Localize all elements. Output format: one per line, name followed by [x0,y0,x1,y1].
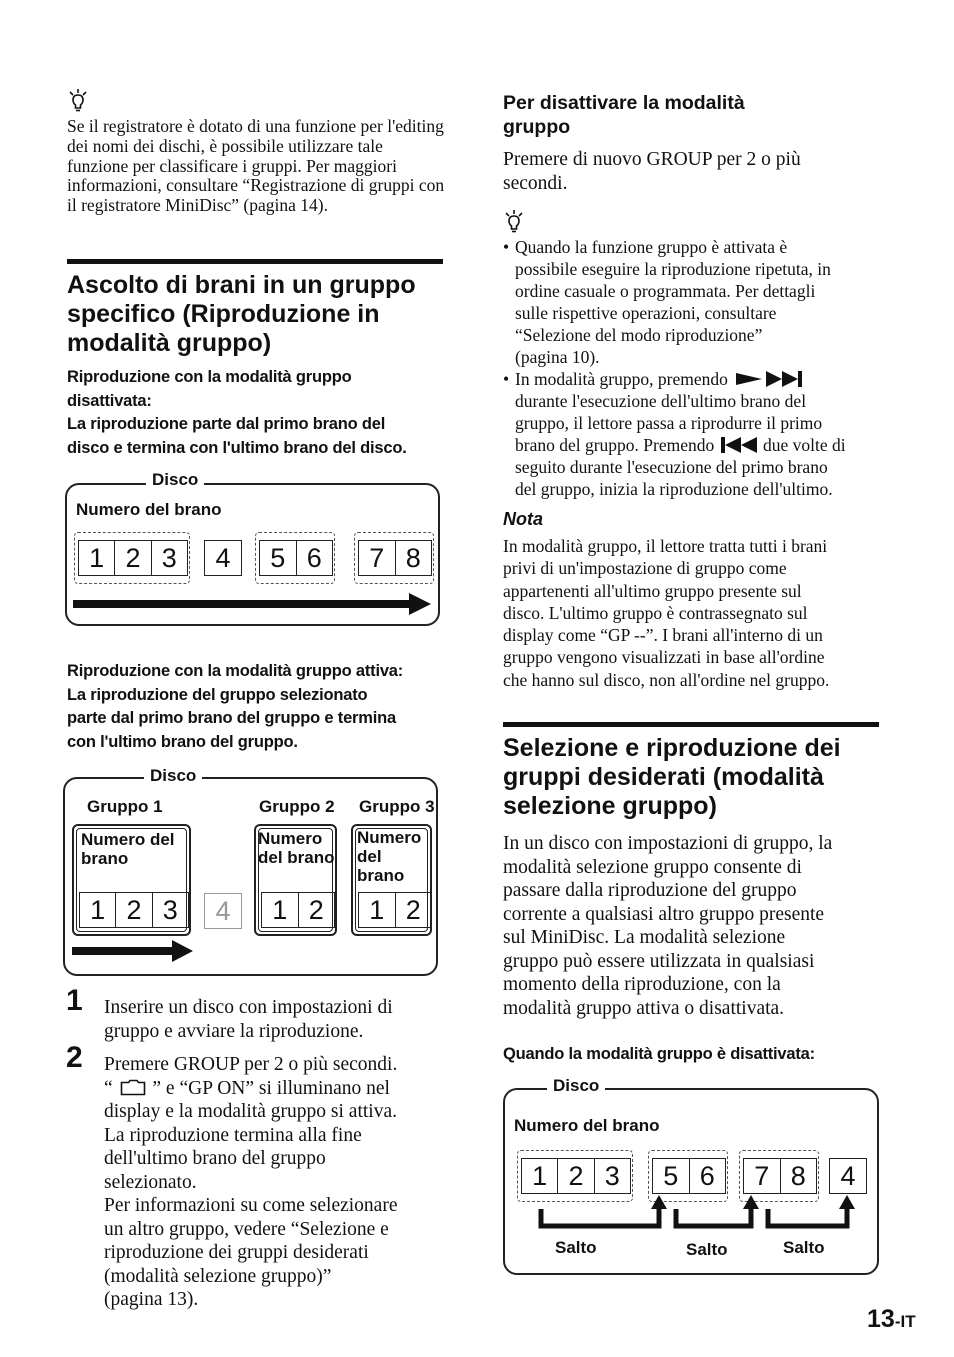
note-text [503,535,893,691]
text-line: gruppo vengono visualizzati in base all'ordine [503,647,825,668]
track-number: 1 [80,893,116,927]
track-box [358,540,432,576]
track-number: 1 [79,541,115,575]
disc-label: Disco [144,766,202,786]
playback-arrow-icon [72,940,196,964]
text-line: • Quando la funzione gruppo è attivata è [515,237,788,257]
heading-line: Selezione e riproduzione dei [503,734,841,762]
description-line: La riproduzione del gruppo selezionato [67,685,368,704]
text-line: del gruppo, inizia la riproduzione dell'ultimo. [515,479,833,499]
text-fragment: brano del gruppo. Premendo [515,435,715,455]
text-line: modalità gruppo attiva o disattivata. [503,997,785,1019]
track-box [743,1158,817,1194]
track-number: 5 [653,1159,690,1193]
label-line: del [357,847,382,866]
track-number: 3 [162,895,178,925]
page-number-value: 13 [867,1305,895,1333]
track-number-label [357,828,421,885]
text-line: gruppo può essere utilizzata in qualsiasi [503,950,815,972]
track-group [74,532,190,584]
text-line: “Selezione del modo riproduzione” [515,325,763,345]
track-number: 2 [115,541,151,575]
tips-list [503,236,893,500]
label-line: Numero [258,829,323,848]
step-line: Per informazioni su come selezionare [104,1195,398,1216]
track-number: 6 [306,543,322,573]
group-2-label: Gruppo 2 [259,797,335,816]
track-number: 3 [604,1161,620,1191]
group-1-label: Gruppo 1 [87,797,163,816]
step-line: La riproduzione termina alla fine [104,1124,362,1146]
heading-line: Ascolto di brani in un gruppo [67,271,416,299]
text-line [515,368,893,390]
tip-text: Se il registratore è dotato di una funzione per l'editing dei nomi dei dischi, è possibile utilizzare tale funzione per classificare i gruppi. Per maggiori informazioni, consultare “Registrazione di gruppi con il registratore MiniDisc” (pagina 14). [67,116,445,216]
text-line: display come “GP --”. I brani all'interno di un [503,625,823,646]
group-on-description [67,660,467,754]
heading-line: gruppi desiderati (modalità [503,763,824,791]
label-line: brano [81,849,129,868]
section-paragraph [503,832,893,1020]
track-box [259,540,333,576]
group-3-box [351,824,432,936]
text-line [515,434,893,456]
step-line: un altro gruppo, vedere “Selezione e [104,1218,389,1240]
track-group [255,532,335,584]
disc-label: Disco [146,470,204,490]
track-number: 1 [262,893,299,927]
step-line: selezionato. [104,1171,197,1193]
track-box [358,892,432,928]
track-number: 6 [699,1161,715,1191]
text-line: passare dalla riproduzione del gruppo [503,880,797,901]
text-line: corrente a qualsiasi altro gruppo presente [503,903,825,925]
text-line: In un disco con impostazioni di gruppo, la [503,833,833,854]
section-heading [503,734,893,821]
description-line: La riproduzione parte dal primo brano del [67,415,386,433]
sub-heading [503,91,745,139]
text-line: secondi. [503,172,568,194]
heading-line: gruppo [503,116,571,138]
description-line: disco e termina con l'ultimo brano del disco. [67,438,407,457]
text-line: disco. L'ultimo gruppo è contrassegnato sul [503,602,808,623]
label-line: Numero del [81,830,175,849]
text-line: ordine casuale o programmata. Per dettagli [515,281,816,301]
step-line: Inserire un disco con impostazioni di [104,997,393,1018]
track-number-label: Numero del brano [514,1116,660,1135]
quote-rest: ” e “GP ON” si illuminano nel [152,1077,390,1099]
text-line: privi di un'impostazione di gruppo come [503,558,787,579]
group-off-description [67,366,467,460]
lightbulb-hint-icon [67,88,89,112]
step-line [104,1077,454,1101]
track-number: 5 [260,541,297,575]
skip-label: Salto [783,1238,825,1257]
diagram-group-on [63,766,438,976]
text-line: Premere di nuovo GROUP per 2 o più [503,149,801,170]
group-3-label: Gruppo 3 [359,797,435,816]
text-fragment: due volte di [763,435,846,455]
group-1-box [72,824,191,936]
track-box [79,892,189,928]
heading-line: Per disattivare la modalità [503,92,745,114]
step-line: display e la modalità gruppo si attiva. [104,1101,397,1122]
disc-label: Disco [547,1076,605,1096]
description-line: con l'ultimo brano del gruppo. [67,732,298,751]
tip-bullet [503,368,893,500]
track-number: 2 [405,895,421,925]
label-line: del brano [258,848,335,867]
text-fragment: In modalità gruppo, premendo [515,369,728,389]
text-line: gruppo, il lettore passa a riprodurre il primo [515,413,823,433]
heading-line: modalità gruppo) [67,329,272,357]
track-number: 2 [558,1159,594,1193]
step-1-text [104,996,454,1043]
skip-label: Salto [686,1240,728,1259]
track-group [829,1158,867,1194]
track-box [78,540,188,576]
skip-label: Salto [555,1238,597,1257]
section-rule [503,722,879,727]
track-number: 2 [116,893,152,927]
step-2-text [104,1053,454,1312]
step-line: gruppo e avviare la riproduzione. [104,1020,364,1042]
track-number: 4 [215,543,231,573]
step-1-number: 1 [66,984,83,1017]
description-line: parte dal primo brano del gruppo e termina [67,709,396,727]
previous-track-icon [721,437,757,453]
track-number-label [81,830,175,868]
track-number: 7 [744,1159,781,1193]
step-line: dell'ultimo brano del gruppo [104,1148,326,1169]
quote-open: “ [104,1077,113,1099]
text-line: durante l'esecuzione dell'ultimo brano del [515,391,807,411]
track-box [261,892,335,928]
sub-text [503,148,883,195]
description-line: disattivata: [67,391,152,410]
track-box [204,540,242,576]
note-title: Nota [503,509,543,529]
lightbulb-hint-icon [503,209,525,233]
text-line: appartenenti all'ultimo gruppo presente sul [503,580,802,601]
diagram-group-select [503,1076,879,1275]
track-number: 1 [522,1159,558,1193]
step-line: (pagina 13). [104,1289,199,1310]
text-line: modalità selezione gruppo consente di [503,856,802,878]
track-number: 4 [840,1161,856,1191]
step-line: riproduzione dei gruppi desiderati [104,1242,369,1263]
text-line: momento della riproduzione, con la [503,974,781,995]
track-number-label [258,829,335,867]
track-number: 8 [405,543,421,573]
play-next-icon [736,371,804,387]
text-line: sulle rispettive operazioni, consultare [515,303,777,323]
track-number: 3 [161,543,177,573]
step-2-number: 2 [66,1041,83,1074]
track-box [829,1158,867,1194]
label-line: brano [357,866,405,885]
track-group [204,540,242,576]
text-line: possibile eseguire la riproduzione ripetuta, in [515,259,831,279]
step-line: Premere GROUP per 2 o più secondi. [104,1054,398,1075]
section-rule [67,259,443,264]
text-line: sul MiniDisc. La modalità selezione [503,927,786,948]
text-line: (pagina 10). [515,347,600,367]
heading-line: specifico (Riproduzione in [67,300,380,328]
text-line: In modalità gruppo, il lettore tratta tutti i brani [503,536,828,556]
track-number: 8 [790,1161,806,1191]
track-number: 2 [308,895,324,925]
group-2-box [254,824,337,936]
heading-line: selezione gruppo) [503,792,717,820]
track-group [354,532,434,584]
tip-bullet [503,236,893,368]
group-off-label: Quando la modalità gruppo è disattivata: [503,1045,815,1063]
text-line: che hanno sul disco, non all'ordine nel gruppo. [503,669,830,690]
label-line: Numero [357,828,422,847]
track-number: 7 [359,541,396,575]
track-box [521,1158,631,1194]
text-line: seguito durante l'esecuzione del primo brano [515,457,828,477]
playback-arrow-icon [73,593,433,617]
folder-icon [120,1079,146,1096]
track-number: 4 [215,896,231,926]
diagram-group-off [65,470,440,626]
page-number [867,1305,916,1334]
track-number-label: Numero del brano [76,500,222,519]
description-line: Riproduzione con la modalità gruppo attiva: [67,662,404,680]
track-number: 1 [359,893,396,927]
description-line: Riproduzione con la modalità gruppo [67,368,352,386]
step-line: (modalità selezione gruppo)” [104,1265,332,1287]
ungrouped-track-box [204,893,242,929]
section-heading [67,271,457,358]
track-box [652,1158,726,1194]
page-number-suffix: -IT [894,1312,916,1331]
skip-arrows-icon [505,1195,881,1235]
